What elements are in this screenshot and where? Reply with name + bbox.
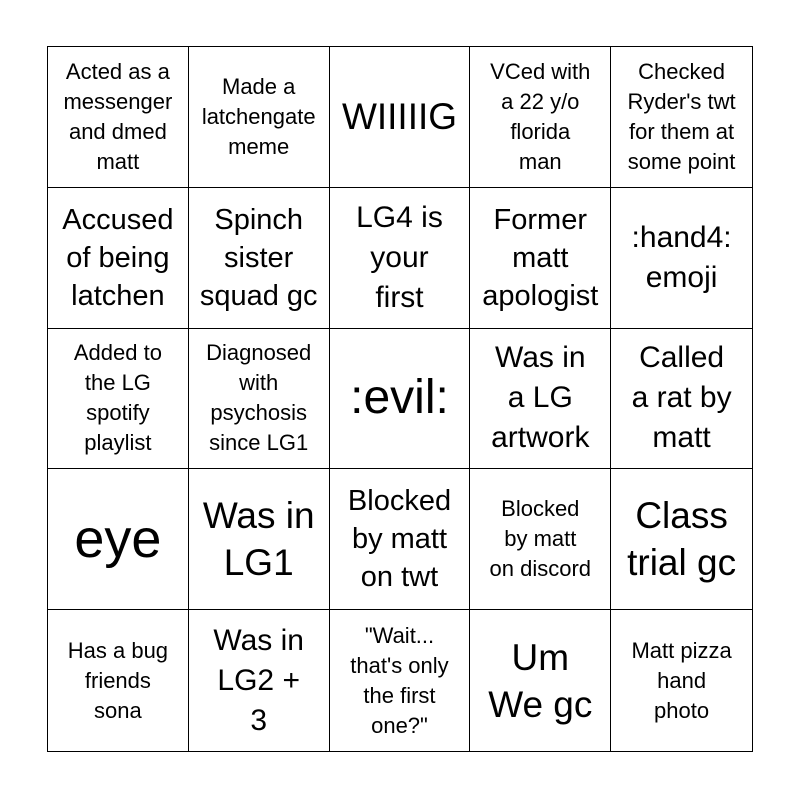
bingo-cell[interactable] <box>470 610 611 751</box>
cell-text: Made a latchengate meme <box>201 73 316 159</box>
bingo-cell[interactable] <box>470 329 611 470</box>
cell-text: Acted as a messenger and dmed matt <box>63 58 173 174</box>
bingo-cell[interactable] <box>611 329 752 470</box>
bingo-cell[interactable] <box>330 610 471 751</box>
cell-text: eye <box>74 509 162 570</box>
cell-text: :hand4: emoji <box>631 220 732 294</box>
bingo-cell[interactable] <box>611 188 752 329</box>
bingo-cell[interactable] <box>48 610 189 751</box>
cell-text: Has a bug friends sona <box>67 637 169 723</box>
bingo-cell[interactable] <box>189 610 330 751</box>
cell-text: Um We gc <box>488 636 593 725</box>
bingo-cell[interactable] <box>189 47 330 188</box>
bingo-cell-free[interactable] <box>330 329 471 470</box>
cell-text: Added to the LG spotify playlist <box>73 340 162 456</box>
bingo-board <box>47 46 753 752</box>
cell-text: Was in a LG artwork <box>491 341 590 455</box>
bingo-cell[interactable] <box>48 329 189 470</box>
bingo-cell[interactable] <box>189 188 330 329</box>
cell-text: Accused of being latchen <box>62 203 174 312</box>
bingo-cell[interactable] <box>330 469 471 610</box>
bingo-cell[interactable] <box>470 469 611 610</box>
cell-text: WIIIIIG <box>341 96 458 138</box>
cell-text: Called a rat by matt <box>631 341 732 455</box>
cell-text: Matt pizza hand photo <box>631 637 732 723</box>
cell-text: LG4 is your first <box>356 200 443 314</box>
cell-text: Blocked by matt on discord <box>489 496 592 582</box>
cell-text: Class trial gc <box>627 495 737 584</box>
bingo-cell[interactable] <box>48 47 189 188</box>
bingo-cell[interactable] <box>611 47 752 188</box>
bingo-cell[interactable] <box>611 610 752 751</box>
bingo-cell[interactable] <box>330 188 471 329</box>
bingo-cell[interactable] <box>48 469 189 610</box>
cell-text: Blocked by matt on twt <box>347 485 452 594</box>
bingo-cell[interactable] <box>470 188 611 329</box>
bingo-cell[interactable] <box>189 469 330 610</box>
cell-text: Diagnosed with psychosis since LG1 <box>206 340 312 456</box>
bingo-cell[interactable] <box>470 47 611 188</box>
bingo-cell[interactable] <box>189 329 330 470</box>
cell-text: Former matt apologist <box>482 203 599 312</box>
cell-text: "Wait... that's only the first one?" <box>350 622 449 738</box>
cell-text: Was in LG1 <box>202 495 315 584</box>
bingo-cell[interactable] <box>330 47 471 188</box>
bingo-cell[interactable] <box>611 469 752 610</box>
cell-text: :evil: <box>350 371 449 425</box>
cell-text: Was in LG2 + 3 <box>213 623 304 737</box>
cell-text: Checked Ryder's twt for them at some point <box>627 58 736 174</box>
cell-text: VCed with a 22 y/o florida man <box>490 58 591 174</box>
cell-text: Spinch sister squad gc <box>199 203 318 312</box>
bingo-cell[interactable] <box>48 188 189 329</box>
